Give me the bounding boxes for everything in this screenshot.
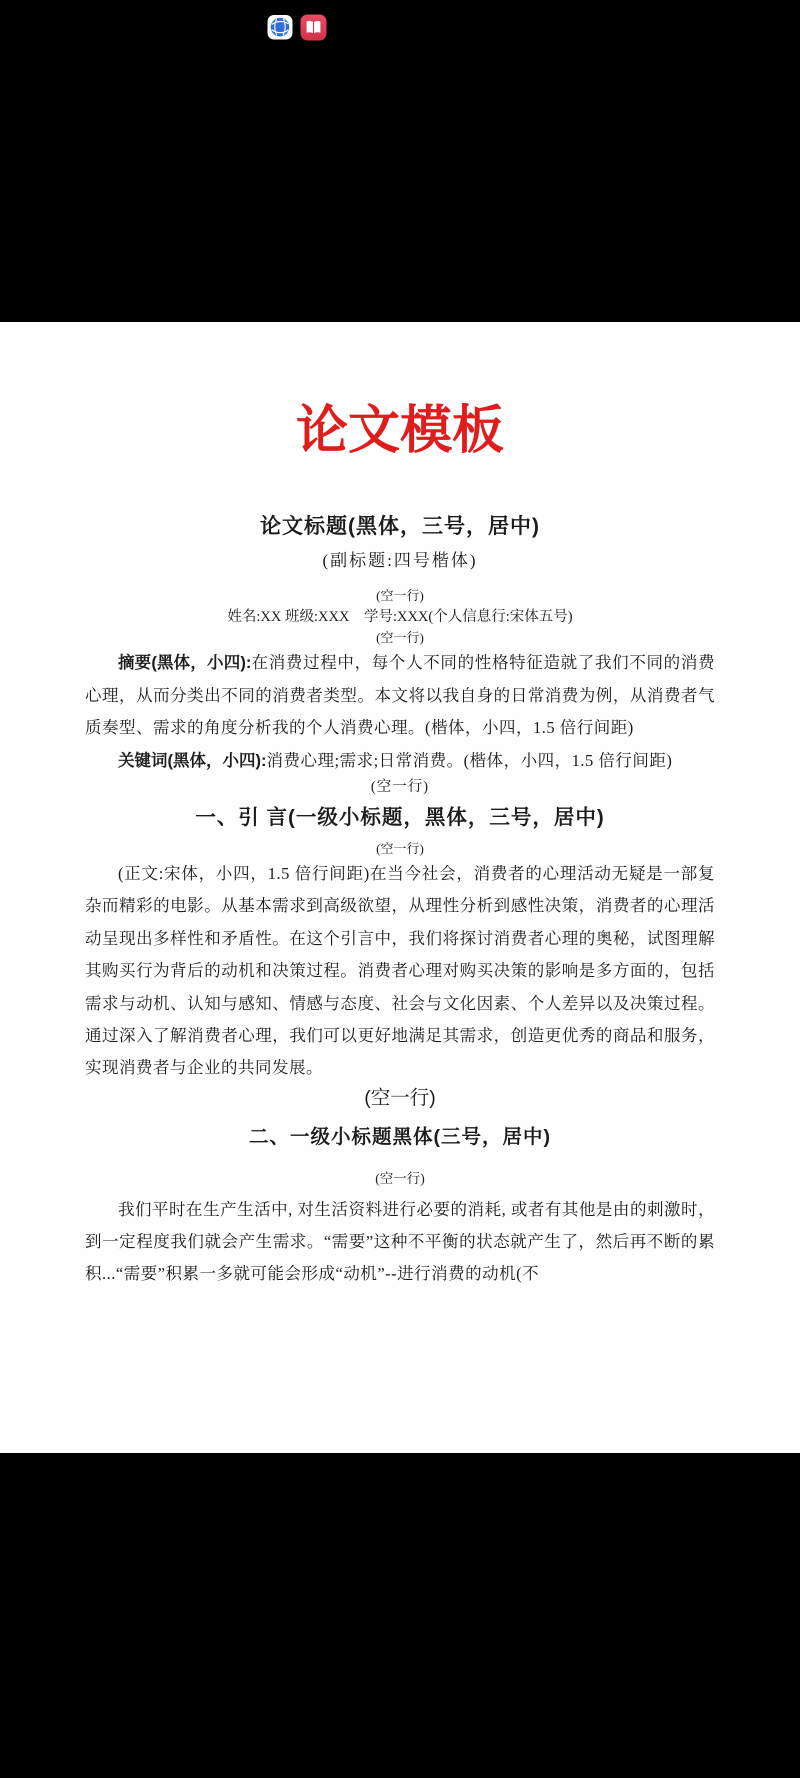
keywords-text: 消费心理;需求;日常消费。(楷体，小四，1.5 倍行间距) [266,750,673,770]
blank-line-marker: (空一行) [376,841,424,856]
browser-globe-icon[interactable] [267,14,293,40]
heading-section-two: 二、一级小标题黑体(三号，居中) [249,1125,551,1148]
abstract-paragraph [85,647,715,745]
blank-line-marker: (空一行) [376,630,424,645]
abstract-label: 摘要(黑体，小四): [118,654,252,672]
blank-line-marker: (空一行) [376,588,424,603]
heading-introduction: 一、引 言(一级小标题，黑体，三号，居中) [195,806,605,829]
keywords-label: 关键词(黑体，小四): [118,751,267,770]
page-title: 论文模板 [295,402,504,460]
blank-line-marker: (空一行) [375,1170,425,1186]
top-app-icon-row [267,14,327,41]
keywords-paragraph [85,745,715,778]
introduction-paragraph: (正文:宋体，小四，1.5 倍行间距)在当今社会，消费者的心理活动无疑是一部复杂而精彩的电影。从基本需求到高级欲望，从理性分析到感性决策，消费者的心理活动呈现出多样性和矛盾性。在这个引言中，我们将探讨消费者心理的奥秘，试图理解其购买行为背后的动机和决策过程。消费者心理对购买决策的影响是多方面的，包括需求与动机、认知与感知、情感与态度、社会与文化因素、个人差异以及决策过程。通过深入了解消费者心理，我们可以更好地满足其需求，创造更优秀的商品和服务，实现消费者与企业的共同发展。 [85,864,715,1078]
body-paragraph: 我们平时在生产生活中, 对生活资料进行必要的消耗, 或者有其他是由的刺激时，到一定程度我们就会产生需求。“需要”这种不平衡的状态就产生了，然后再不断的累积...“需要”积累一多就可能会形成“动机”--进行消费的动机(不 [85,1199,715,1283]
blank-line-marker: (空一行) [370,779,430,795]
blank-line-marker: (空一行) [364,1086,436,1109]
paper-title-line: 论文标题(黑体，三号，居中) [260,515,540,538]
abstract-text: 在消费过程中，每个人不同的性格特征造就了我们不同的消费心理，从而分类出不同的消费者类型。本文将以我自身的日常消费为例，从消费者气质奏型、需求的角度分析我的个人消费心理。(楷体，小四，1.5 倍行间距) [85,653,715,737]
subtitle-line: (副标题:四号楷体) [322,551,478,570]
books-icon[interactable] [300,14,327,41]
document-page [0,322,800,1453]
personal-info-line: 姓名:XX 班级:XXX 学号:XXX(个人信息行:宋体五号) [227,609,573,625]
